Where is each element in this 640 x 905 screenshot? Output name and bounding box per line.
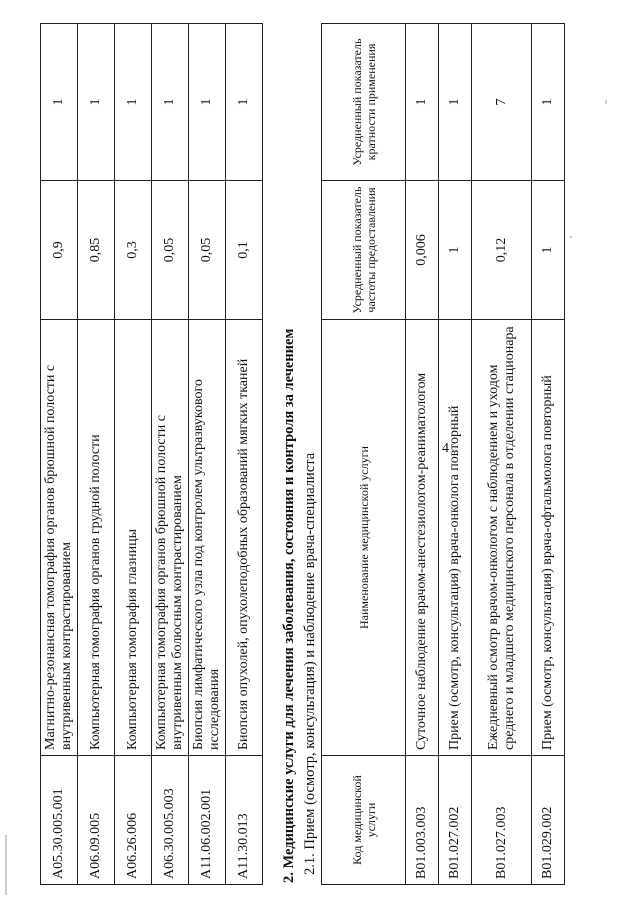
- service-name: Суточное наблюдение врачом-анестезиологом-реаниматологом: [406, 320, 439, 756]
- table-row: [439, 24, 472, 885]
- table-row: [115, 24, 152, 885]
- service-name: Прием (осмотр, консультация) врача-онколога повторный: [439, 320, 472, 756]
- multiplicity-value: 1: [115, 24, 152, 181]
- section-subheading: 2.1. Прием (осмотр, консультация) и наблюдение врача-специалиста: [302, 452, 318, 875]
- frequency-value: 0,3: [115, 181, 152, 320]
- service-name: Компьютерная томография органов грудной полости: [78, 320, 115, 756]
- header-frequency: Усредненный показатель частоты предоставления: [322, 181, 406, 320]
- frequency-value: 0,9: [41, 181, 78, 320]
- table-row: [226, 24, 263, 885]
- service-code: A06.26.006: [115, 756, 152, 885]
- table-row: [406, 24, 439, 885]
- header-name: Наименование медицинской услуги: [322, 320, 406, 756]
- multiplicity-value: 1: [406, 24, 439, 181]
- service-name: Магнитно-резонансная томография органов брюшной полости с внутривенным контрастированием: [41, 320, 78, 756]
- multiplicity-value: 7: [472, 24, 532, 181]
- service-code: B01.027.002: [439, 756, 472, 885]
- frequency-value: 0,85: [78, 181, 115, 320]
- service-code: A06.09.005: [78, 756, 115, 885]
- multiplicity-value: 1: [226, 24, 263, 181]
- table-header-row: [322, 24, 406, 885]
- page-number: 4: [442, 441, 449, 456]
- services-table-continued: [40, 23, 263, 885]
- frequency-value: 1: [439, 181, 472, 320]
- table-row: [532, 24, 565, 885]
- multiplicity-value: 1: [532, 24, 565, 181]
- section-heading: 2. Медицинские услуги для лечения заболевания, состояния и контроля за лечением: [281, 328, 297, 883]
- service-code: A11.06.002.001: [189, 756, 226, 885]
- table-row: [152, 24, 189, 885]
- service-code: A11.30.013: [226, 756, 263, 885]
- service-code: A05.30.005.001: [41, 756, 78, 885]
- frequency-value: 0,1: [226, 181, 263, 320]
- service-name: Компьютерная томография органов брюшной полости с внутривенным болюсным контрастированием: [152, 320, 189, 756]
- service-name: Компьютерная томография глазницы: [115, 320, 152, 756]
- service-code: B01.027.003: [472, 756, 532, 885]
- table-row: [78, 24, 115, 885]
- service-name: Биопсия опухолей, опухолеподобных образований мягких тканей: [226, 320, 263, 756]
- table-row: [472, 24, 532, 885]
- multiplicity-value: 1: [152, 24, 189, 181]
- rotated-content: [40, 20, 615, 885]
- service-name: Ежедневный осмотр врачом-онкологом с наблюдением и уходом среднего и младшего медицинского персонала в отделении стационара: [472, 320, 532, 756]
- frequency-value: 0,05: [152, 181, 189, 320]
- header-multiplicity: Усредненный показатель кратности применения: [322, 24, 406, 181]
- service-name: Прием (осмотр, консультация) врача-офтальмолога повторный: [532, 320, 565, 756]
- header-code: Код медицинской услуги: [322, 756, 406, 885]
- frequency-value: 0,006: [406, 181, 439, 320]
- multiplicity-value: 1: [78, 24, 115, 181]
- multiplicity-value: 1: [439, 24, 472, 181]
- multiplicity-value: 1: [189, 24, 226, 181]
- multiplicity-value: 1: [41, 24, 78, 181]
- frequency-value: 0,05: [189, 181, 226, 320]
- frequency-value: 0,12: [472, 181, 532, 320]
- service-code: B01.029.002: [532, 756, 565, 885]
- service-code: B01.003.003: [406, 756, 439, 885]
- service-name: Биопсия лимфатического узла под контролем ультразвукового исследования: [189, 320, 226, 756]
- frequency-value: 1: [532, 181, 565, 320]
- table-row: [41, 24, 78, 885]
- specialist-services-table: [321, 23, 565, 885]
- service-code: A06.30.005.003: [152, 756, 189, 885]
- table-row: [189, 24, 226, 885]
